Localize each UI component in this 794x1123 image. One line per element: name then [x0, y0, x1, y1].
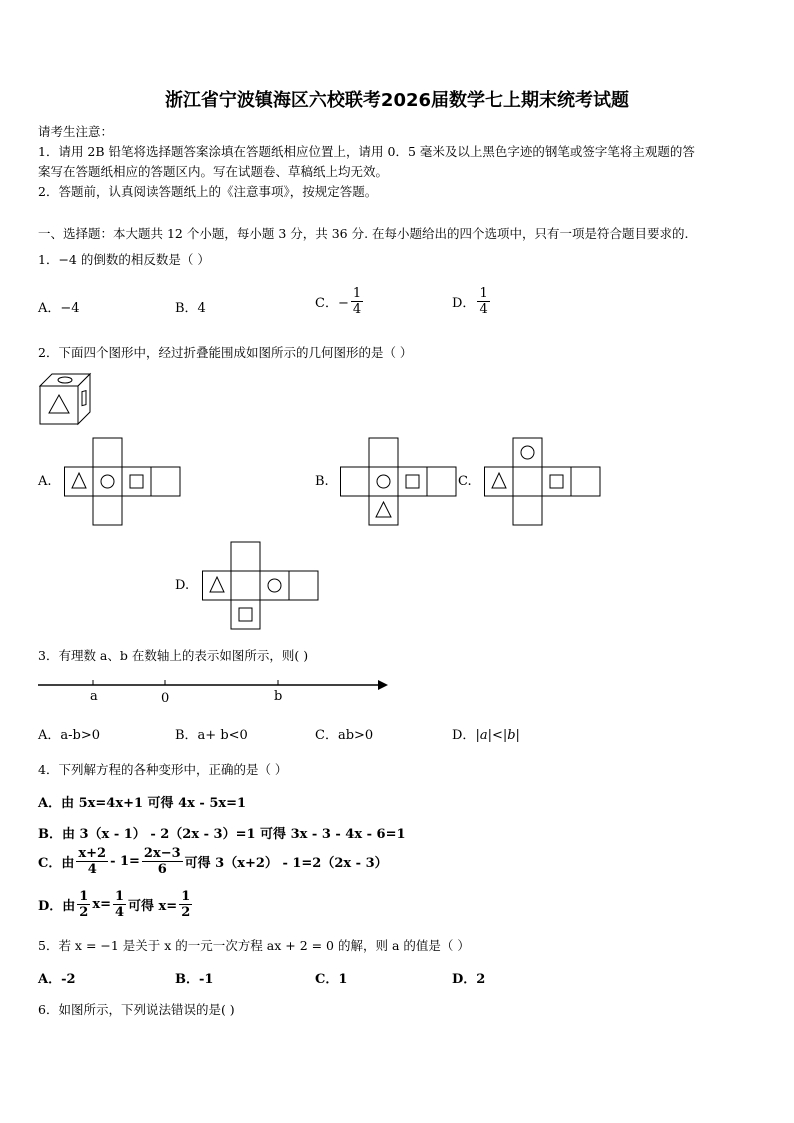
q1-option-c-label: C．−: [315, 296, 349, 311]
q3-stem: 3．有理数 a、b 在数轴上的表示如图所示，则( ): [38, 648, 309, 663]
q4-option-c: [38, 846, 388, 877]
q2-option-b-label: B.: [315, 474, 329, 489]
notice-item-1-line-2: 案写在答题纸相应的答题区内。写在试题卷、草稿纸上均无效。: [38, 164, 389, 179]
q1-option-d: [452, 286, 492, 317]
q4-option-a: A．由 5x=4x+1 可得 4x - 5x=1: [38, 796, 247, 811]
q4-d-frac2-num: 1: [114, 889, 125, 904]
q3-option-d-expression: |a|<|b|: [475, 728, 520, 743]
q2-net-c: [484, 437, 602, 527]
q4-c-frac2-den: 6: [157, 862, 167, 877]
q2-net-a: [64, 437, 182, 527]
q4-c-frac2-num: 2x−3: [143, 846, 181, 861]
q2-net-d: [202, 541, 320, 631]
q2-stem: 2．下面四个图形中，经过折叠能围成如图所示的几何图形的是（ ）: [38, 345, 413, 360]
q4-d-frac3-den: 2: [181, 905, 191, 920]
q4-option-d-prefix: D．由: [38, 899, 76, 914]
q3-option-d: [452, 724, 520, 743]
q4-option-b: B．由 3（x - 1） - 2（2x - 3）=1 可得 3x - 3 - 4x - 6=1: [38, 827, 406, 842]
q3-option-c: C．ab>0: [315, 728, 374, 743]
q2-option-a-label: A.: [38, 474, 52, 489]
q5-option-b: B．-1: [175, 972, 214, 987]
q5-option-a: A．-2: [38, 972, 76, 987]
q1-option-c-numerator: 1: [352, 286, 362, 301]
q1-option-a: A．−4: [38, 301, 80, 316]
q2-cube-figure: [36, 370, 96, 428]
q4-option-c-prefix: C．由: [38, 856, 75, 871]
q6-stem: 6．如图所示，下列说法错误的是( ): [38, 1002, 235, 1017]
q4-option-d-mid1: x=: [92, 897, 111, 912]
section-1-heading: 一、选择题：本大题共 12 个小题，每小题 3 分，共 36 分. 在每小题给出的四个选项中，只有一项是符合题目要求的.: [38, 226, 689, 241]
q4-option-d: [38, 889, 194, 920]
q4-c-frac1-num: x+2: [78, 846, 107, 861]
notice-item-2: 2．答题前，认真阅读答题纸上的《注意事项》，按规定答题。: [38, 184, 378, 199]
q5-option-c: C．1: [315, 972, 348, 987]
q4-c-frac1-den: 4: [87, 862, 97, 877]
q1-option-d-numerator: 1: [479, 286, 488, 301]
q3-number-line: [36, 672, 396, 708]
label-a: a: [90, 689, 98, 704]
q4-d-frac2-den: 4: [114, 905, 125, 920]
q1-option-d-denominator: 4: [479, 302, 488, 317]
q2-option-d-label: D.: [175, 578, 190, 593]
notice-heading: 请考生注意：: [38, 124, 114, 139]
q1-option-b: B．4: [175, 301, 206, 316]
q4-option-d-mid2: 可得 x=: [128, 899, 178, 914]
page-title: 浙江省宁波镇海区六校联考2026届数学七上期末统考试题: [164, 90, 630, 111]
q4-d-frac3-num: 1: [181, 889, 191, 904]
q4-d-frac1-den: 2: [79, 905, 89, 920]
q3-option-b: B．a+ b<0: [175, 728, 248, 743]
q1-option-c: [315, 286, 365, 317]
q3-option-a: A．a-b>0: [38, 728, 101, 743]
q4-option-c-suffix: 可得 3（x+2） - 1=2（2x - 3）: [184, 856, 388, 871]
q1-option-d-label: D．: [452, 296, 476, 311]
q1-stem: 1．−4 的倒数的相反数是（ ）: [38, 252, 210, 267]
arrow-right-icon: [378, 680, 388, 690]
notice-item-1-line-1: 1．请用 2B 铅笔将选择题答案涂填在答题纸相应位置上，请用 0．5 毫米及以上黑色字迹的钢笔或签字笔将主观题的答: [38, 144, 695, 159]
q5-stem: 5．若 x = −1 是关于 x 的一元一次方程 ax + 2 = 0 的解，则 a 的值是（ ）: [38, 938, 470, 953]
cube-front-face: [40, 386, 78, 424]
q1-option-c-denominator: 4: [352, 302, 362, 317]
q4-option-c-mid: - 1=: [110, 854, 140, 869]
q3-option-d-label: D．: [452, 728, 476, 743]
label-b: b: [274, 689, 283, 704]
q4-d-frac1-num: 1: [79, 889, 89, 904]
q2-option-c-label: C.: [458, 474, 472, 489]
q4-stem: 4．下列解方程的各种变形中，正确的是（ ）: [38, 762, 288, 777]
q5-option-d: D．2: [452, 972, 486, 987]
q2-net-b: [340, 437, 458, 527]
label-zero: 0: [161, 691, 170, 706]
